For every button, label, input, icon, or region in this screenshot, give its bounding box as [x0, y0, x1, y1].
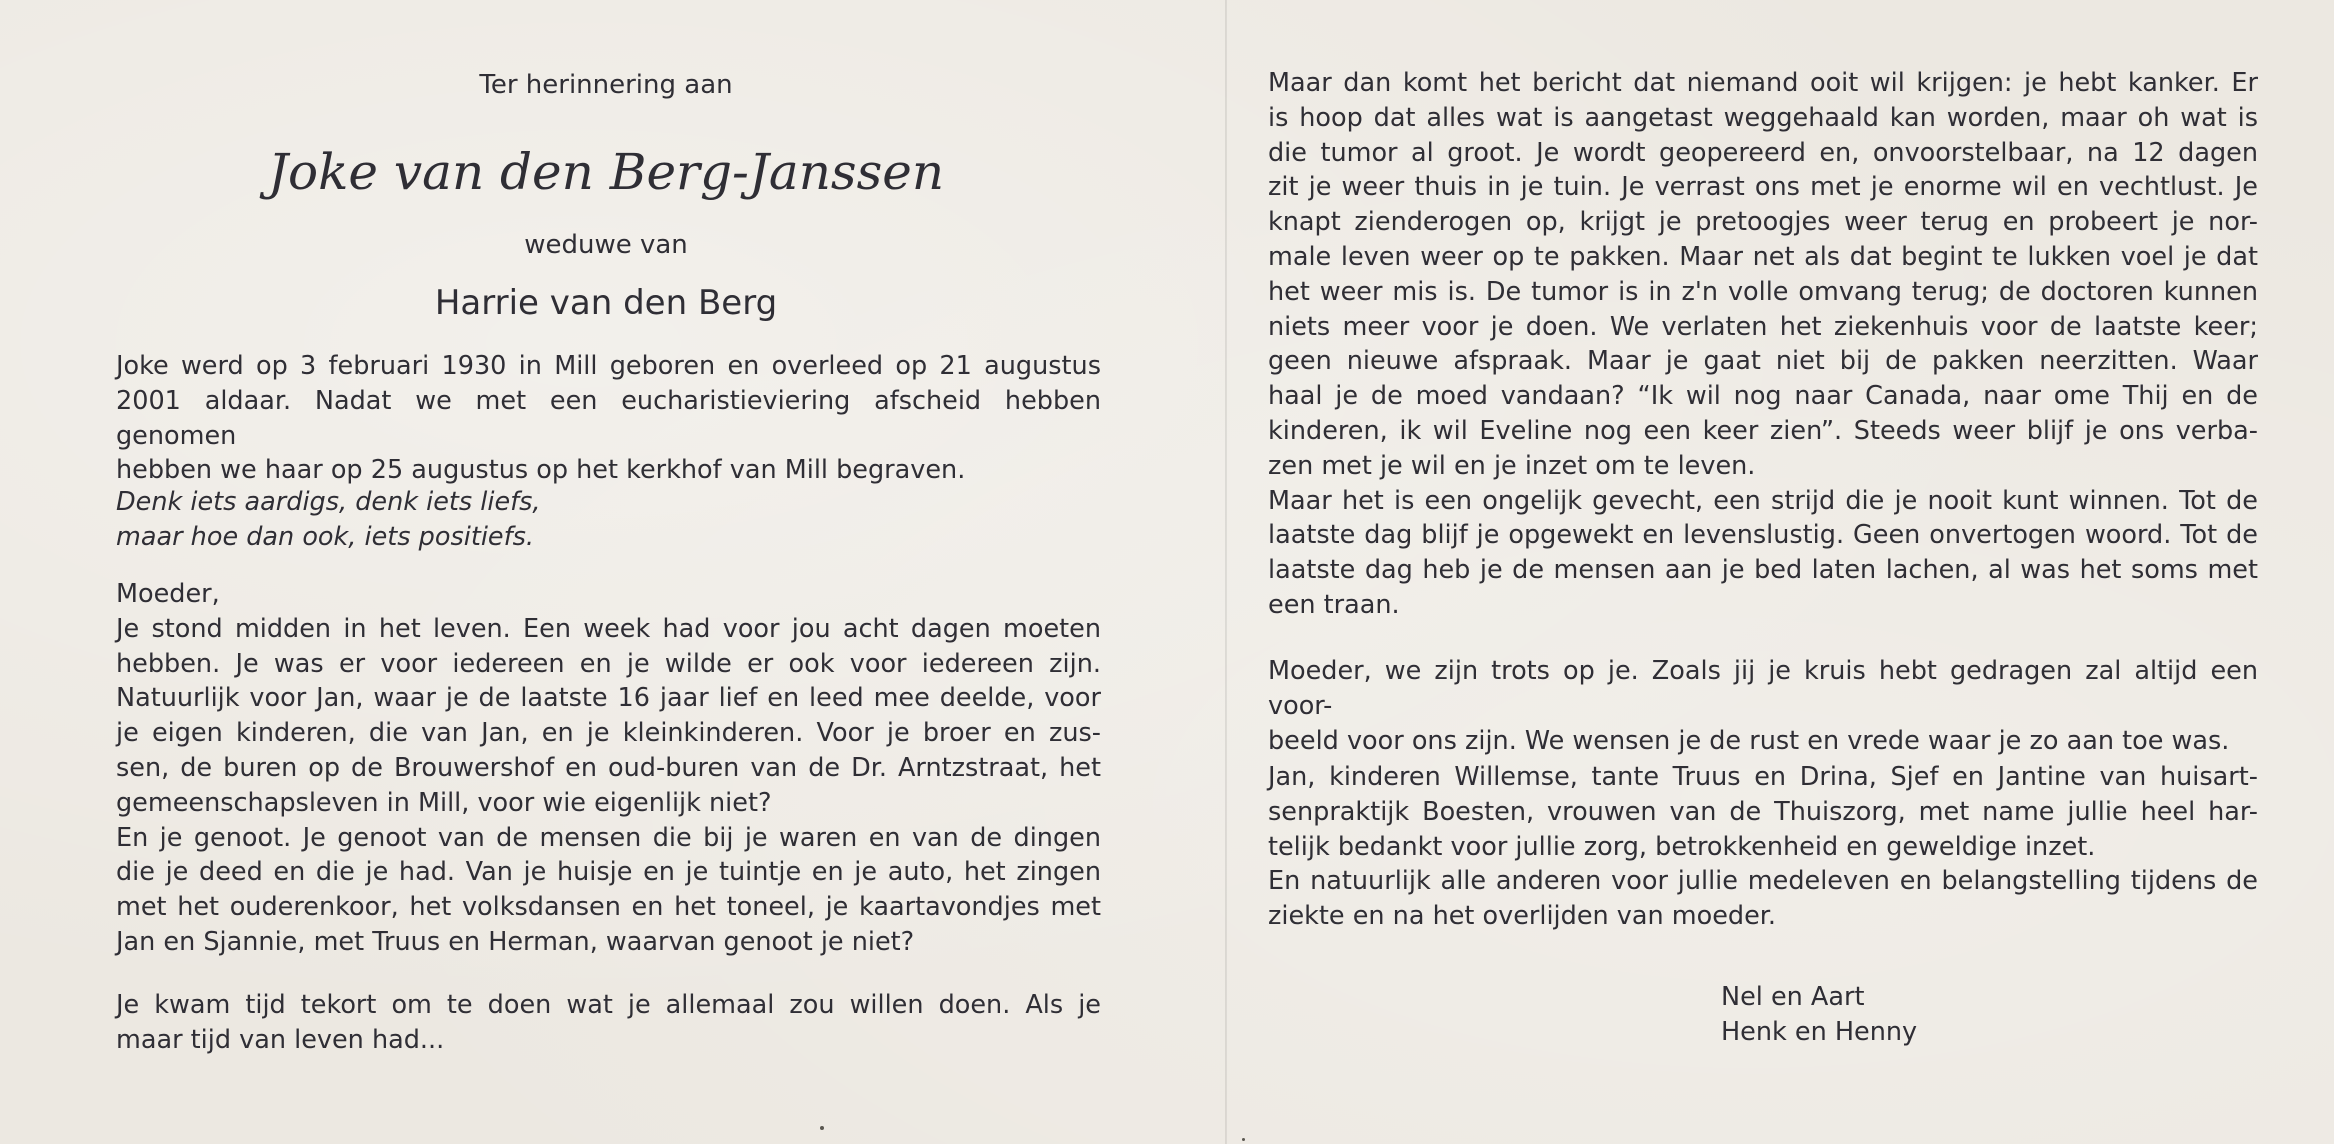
card-fold [1225, 0, 1227, 1144]
thanks-paragraph [1268, 760, 2258, 934]
letter-line: Je stond midden in het leven. Een week had voor jou acht dagen moeten [116, 613, 1101, 644]
thanks-line: En natuurlijk alle anderen voor jullie medeleven en belangstelling tijdens de [1268, 866, 2258, 897]
story-line: Maar dan komt het bericht dat niemand ooit wil krijgen: je hebt kanker. Er [1268, 68, 2258, 98]
pride-line: beeld voor ons zijn. We wensen je de rust en vrede waar je zo aan toe was. [1268, 725, 2230, 756]
story-line: het weer mis is. De tumor is in z'n volle omvang terug; de doctoren kunnen [1268, 276, 2258, 307]
thanks-line: ziekte en na het overlijden van moeder. [1268, 901, 1777, 932]
story-line: is hoop dat alles wat is aangetast weggehaald kan worden, maar oh wat is [1268, 102, 2258, 133]
right-page [1268, 0, 2258, 1144]
poem-quote [116, 485, 1101, 555]
quote-line: Denk iets aardigs, denk iets liefs, [116, 487, 541, 517]
signatures [1721, 980, 1917, 1050]
widow-of-label: weduwe van [524, 230, 688, 260]
letter-line: Moeder, [116, 579, 220, 609]
pride-paragraph [1268, 654, 2258, 758]
letter-line: met het ouderenkoor, het volksdansen en het toneel, je kaartavondjes met [116, 892, 1101, 923]
story-line: die tumor al groot. Je wordt geopereerd en, onvoorstelbaar, na 12 dagen [1268, 137, 2258, 168]
intro-label: Ter herinnering aan [479, 70, 733, 100]
quote-line: maar hoe dan ook, iets positiefs. [116, 521, 534, 552]
story-line: zit je weer thuis in je tuin. Je verrast ons met je enorme wil en vechtlust. Je [1268, 172, 2258, 203]
bio-line: 2001 aldaar. Nadat we met een eucharistieviering afscheid hebben genomen [116, 385, 1101, 451]
pride-line: Moeder, we zijn trots op je. Zoals jij je kruis hebt gedragen zal altijd een voor- [1268, 656, 2258, 721]
letter-line: Jan en Sjannie, met Truus en Herman, waarvan genoot je niet? [116, 926, 915, 957]
letter-line: En je genoot. Je genoot van de mensen die bij je waren en van de dingen [116, 822, 1101, 853]
story-line: niets meer voor je doen. We verlaten het ziekenhuis voor de laatste keer; [1268, 311, 2258, 342]
thanks-line: Jan, kinderen Willemse, tante Truus en Drina, Sjef en Jantine van huisart- [1268, 762, 2258, 792]
thanks-line: telijk bedankt voor jullie zorg, betrokkenheid en geweldige inzet. [1268, 831, 2096, 862]
bio-line: hebben we haar op 25 augustus op het kerkhof van Mill begraven. [116, 455, 966, 486]
letter-line: Natuurlijk voor Jan, waar je de laatste 16 jaar lief en leed mee deelde, voor [116, 683, 1101, 714]
letter-line: hebben. Je was er voor iedereen en je wilde er ook voor iedereen zijn. [116, 648, 1101, 679]
left-page [116, 0, 1116, 1144]
signature-line: Henk en Henny [1721, 1016, 1918, 1047]
story-line: zen met je wil en je inzet om te leven. [1268, 450, 1756, 481]
signature-line: Nel en Aart [1721, 982, 1865, 1012]
letter-line: gemeenschapsleven in Mill, voor wie eigenlijk niet? [116, 787, 772, 818]
bio-line: Joke werd op 3 februari 1930 in Mill geboren en overleed op 21 augustus [116, 351, 1101, 381]
letter-line: sen, de buren op de Brouwershof en oud-buren van de Dr. Arntzstraat, het [116, 752, 1101, 783]
paper-speck [820, 1126, 824, 1130]
letter-to-mother [116, 577, 1101, 960]
story-line: geen nieuwe afspraak. Maar je gaat niet bij de pakken neerzitten. Waar [1268, 346, 2258, 377]
thanks-line: senpraktijk Boesten, vrouwen van de Thuiszorg, met name jullie heel har- [1268, 796, 2258, 827]
deceased-name: Joke van den Berg-Janssen [267, 143, 945, 201]
illness-story [1268, 66, 2258, 623]
letter-line: die je deed en die je had. Van je huisje en je tuintje en je auto, het zingen [116, 857, 1101, 888]
paper-speck [1242, 1138, 1245, 1141]
story-line: laatste dag blijf je opgewekt en levenslustig. Geen onvertogen woord. Tot de [1268, 520, 2258, 551]
letter-line: je eigen kinderen, die van Jan, en je kleinkinderen. Voor je broer en zus- [116, 718, 1101, 749]
closing-line: Je kwam tijd tekort om te doen wat je allemaal zou willen doen. Als je [116, 990, 1101, 1020]
closing-line: maar tijd van leven had... [116, 1024, 445, 1055]
story-line: laatste dag heb je de mensen aan je bed laten lachen, al was het soms met [1268, 555, 2258, 586]
story-line: haal je de moed vandaan? “Ik wil nog naar Canada, naar ome Thij en de [1268, 381, 2258, 412]
story-line: knapt zienderogen op, krijgt je pretoogjes weer terug en probeert je nor- [1268, 207, 2258, 238]
story-line: male leven weer op te pakken. Maar net als dat begint te lukken voel je dat [1268, 241, 2258, 272]
closing-paragraph [116, 988, 1101, 1058]
biography [116, 349, 1101, 488]
husband-name: Harrie van den Berg [434, 283, 778, 323]
story-line: kinderen, ik wil Eveline nog een keer zien”. Steeds weer blijf je ons verba- [1268, 415, 2258, 446]
story-line: Maar het is een ongelijk gevecht, een strijd die je nooit kunt winnen. Tot de [1268, 485, 2258, 516]
story-line: een traan. [1268, 589, 1400, 620]
